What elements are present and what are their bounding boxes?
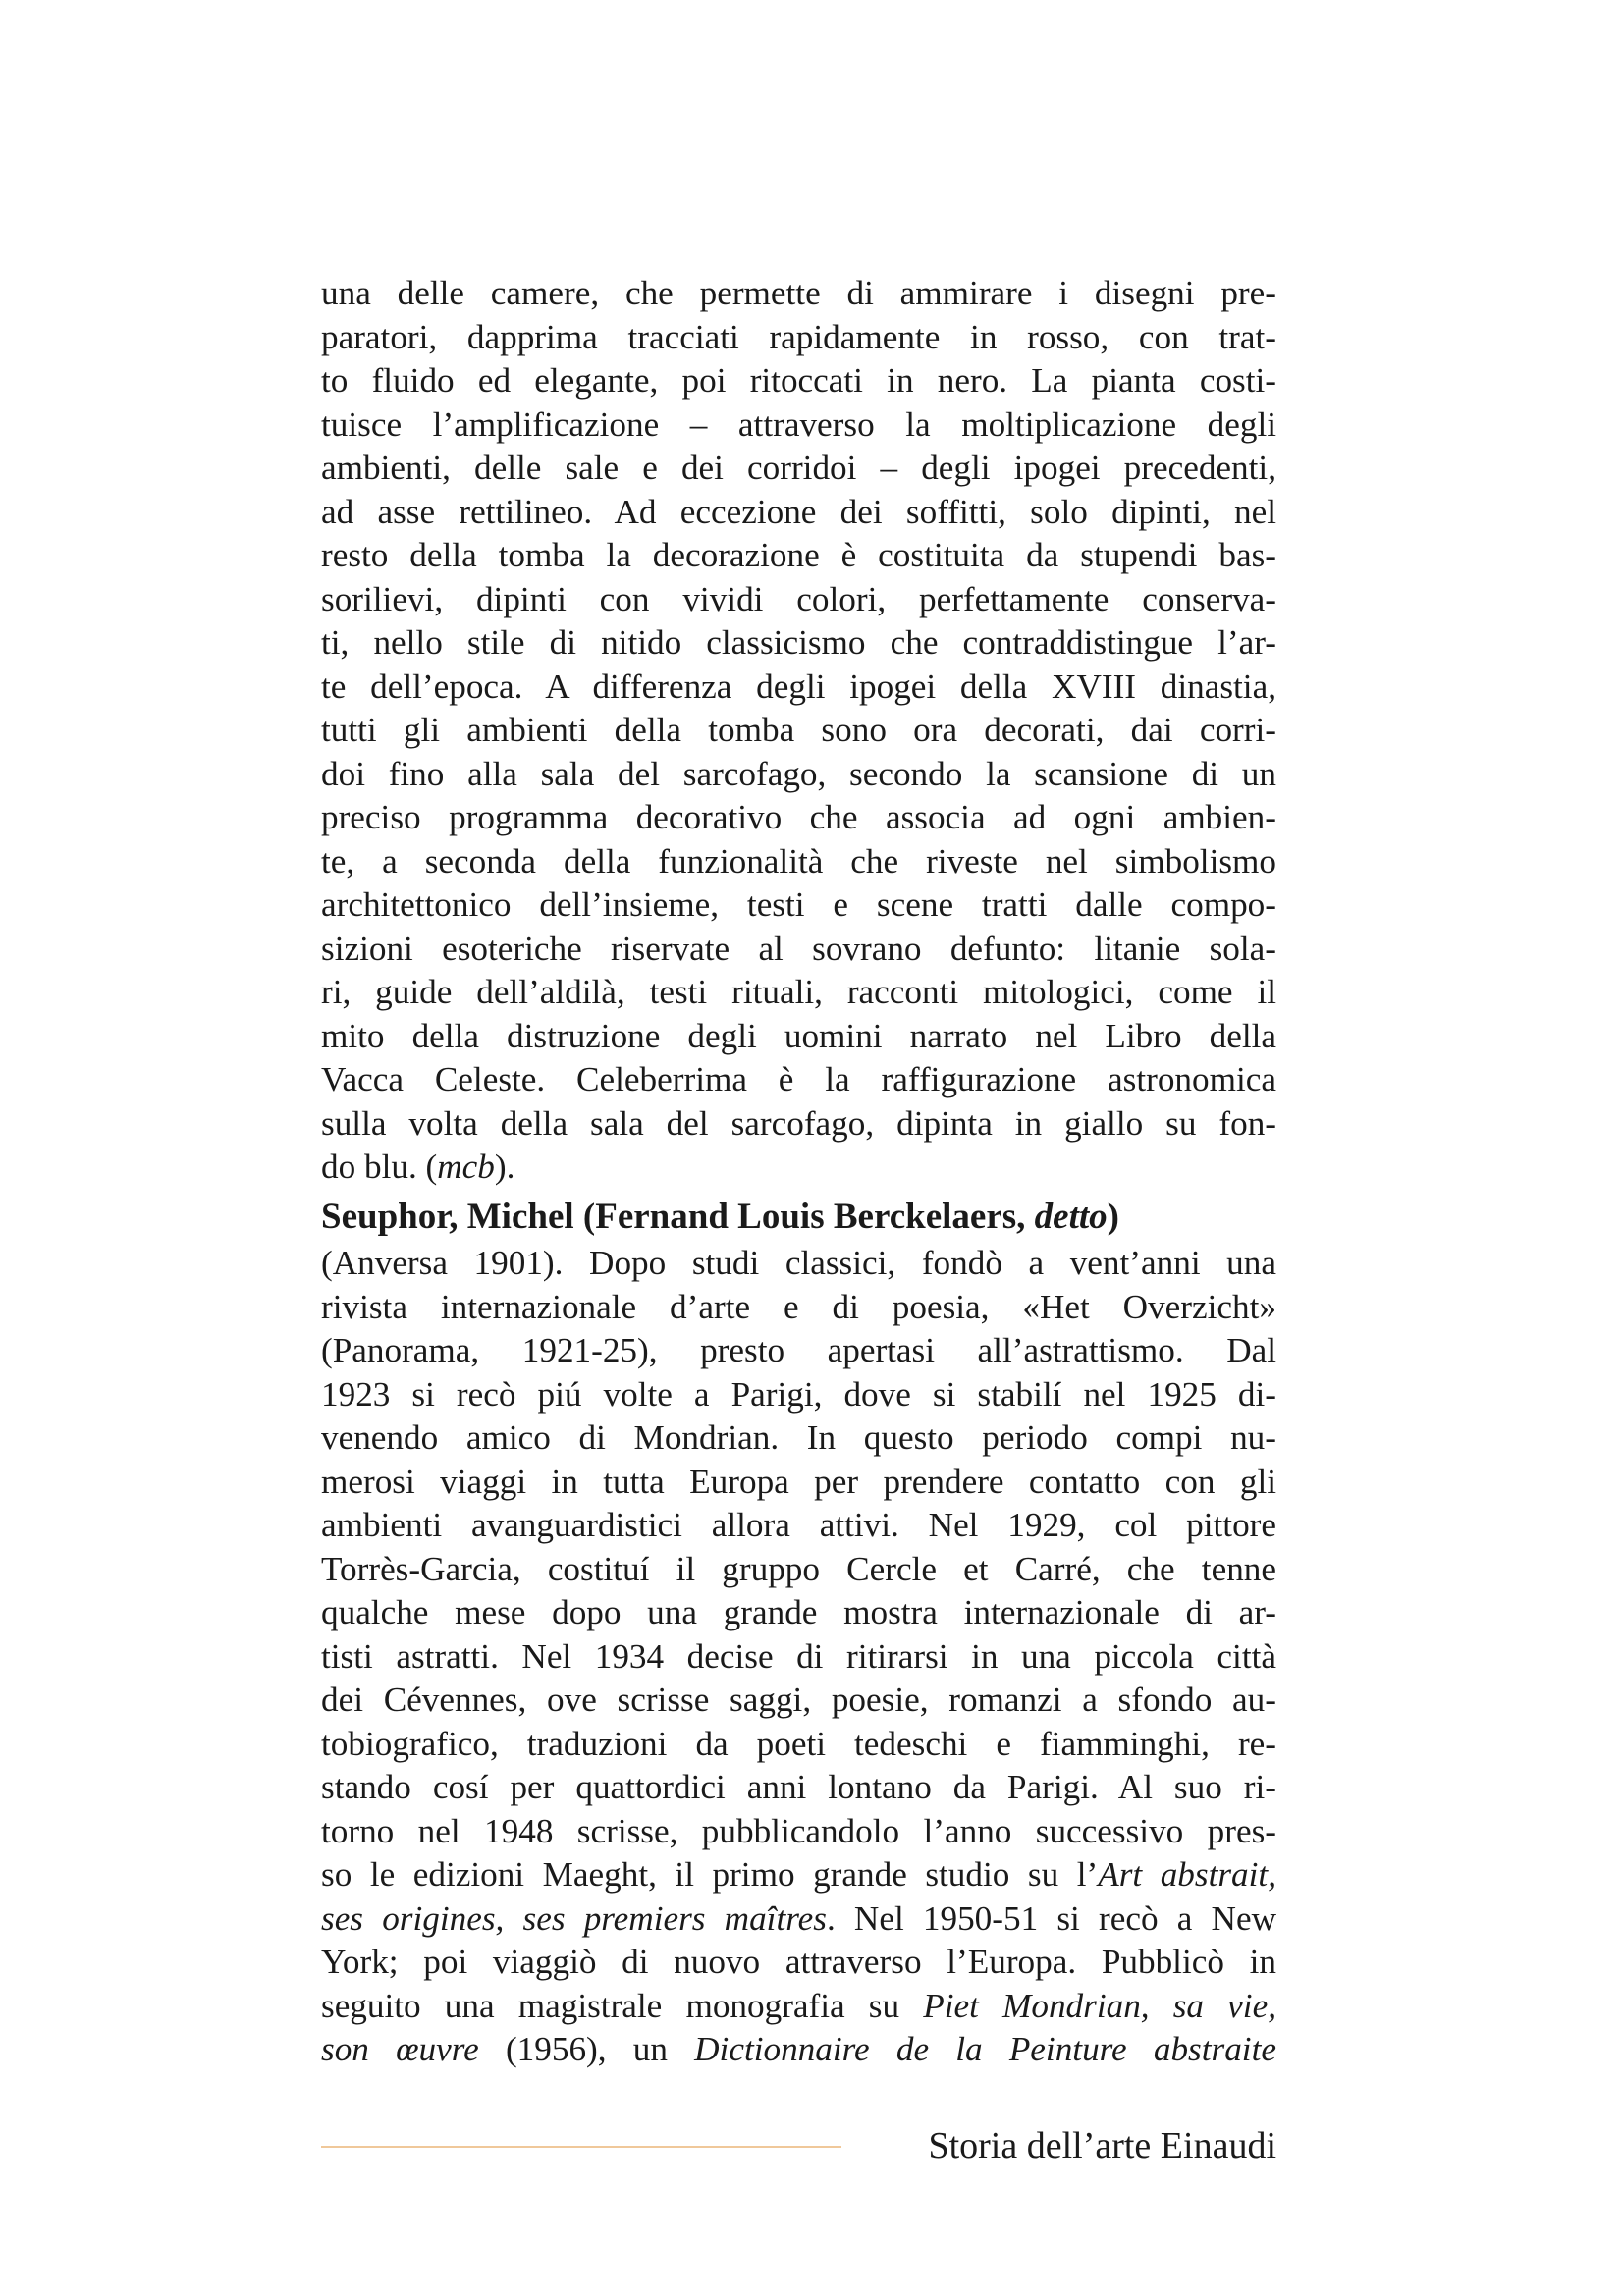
text-line: (Anversa 1901). Dopo studi classici, fondò a vent’anni una [321,1244,1276,1282]
book-title: Piet Mondrian, sa vie, [923,1986,1276,2025]
book-title: ses origines, ses premiers maîtres [321,1898,827,1938]
text-line: ambienti avanguardistici allora attivi. Nel 1929, col pittore [321,1506,1276,1544]
text-line: ri, guide dell’aldilà, testi rituali, racconti mitologici, come il [321,973,1276,1011]
text-line: tutti gli ambienti della tomba sono ora decorati, dai corri- [321,711,1276,749]
text-line: te dell’epoca. A differenza degli ipogei della XVIII dinastia, [321,667,1276,706]
text-line [321,1853,1276,1897]
text-line: ad asse rettilineo. Ad eccezione dei soffitti, solo dipinti, nel [321,492,1276,531]
text-line: torno nel 1948 scrisse, pubblicandolo l’anno successivo pres- [321,1811,1276,1850]
text-line: rivista internazionale d’arte e di poesia, «Het Overzicht» [321,1287,1276,1326]
entry-heading-italic: detto [1034,1197,1108,1237]
author-initials: mcb [437,1148,495,1186]
text-line [321,1985,1276,2029]
text-line: qualche mese dopo una grande mostra internazionale di ar- [321,1593,1276,1631]
text-line: doi fino alla sala del sarcofago, secondo la scansione di un [321,754,1276,793]
text-line-last [321,1146,1276,1190]
continuation-paragraph [321,272,1276,1190]
text-line: dei Cévennes, ove scrisse saggi, poesie, romanzi a sfondo au- [321,1681,1276,1719]
text-fragment: (1956), un [478,2030,695,2068]
text-line: tobiografico, traduzioni da poeti tedeschi e fiamminghi, re- [321,1724,1276,1763]
text-line: York; poi viaggiò di nuovo attraverso l’Europa. Pubblicò in [321,1943,1276,1981]
text-line: sorilievi, dipinti con vividi colori, perfettamente conserva- [321,579,1276,618]
entry-paragraph [321,1242,1276,2072]
text-line: te, a seconda della funzionalità che riveste nel simbolismo [321,841,1276,881]
text-line: ambienti, delle sale e dei corridoi – degli ipogei precedenti, [321,449,1276,487]
text-line: to fluido ed elegante, poi ritoccati in nero. La pianta costi- [321,361,1276,400]
text-line: una delle camere, che permette di ammirare i disegni pre- [321,274,1276,312]
text-fragment: ). [494,1148,515,1186]
text-line: stando cosí per quattordici anni lontano da Parigi. Al suo ri- [321,1768,1276,1806]
text-line: ti, nello stile di nitido classicismo che contraddistingue l’ar- [321,623,1276,662]
text-line: Torrès-Garcia, costituí il gruppo Cercle et Carré, che tenne [321,1549,1276,1588]
text-fragment: seguito una magistrale monografia su [321,1986,924,2025]
entry-heading [321,1193,1276,1242]
text-line: paratori, dapprima tracciati rapidamente in rosso, con trat- [321,317,1276,356]
text-line: mito della distruzione degli uomini narrato nel Libro della [321,1016,1276,1055]
text-line: preciso programma decorativo che associa ad ogni ambien- [321,798,1276,836]
book-title: Art abstrait, [1098,1855,1276,1894]
text-line: 1923 si recò piú volte a Parigi, dove si stabilí nel 1925 di- [321,1374,1276,1414]
text-line: (Panorama, 1921-25), presto apertasi all’astrattismo. Dal [321,1331,1276,1369]
text-fragment: do blu. ( [321,1148,438,1186]
text-fragment: . Nel 1950-51 si recò a New [826,1898,1276,1938]
text-line [321,2028,1276,2072]
text-line: sulla volta della sala del sarcofago, dipinta in giallo su fon- [321,1103,1276,1143]
entry-heading-name: Seuphor, Michel (Fernand Louis Berckelaers, [321,1197,1035,1237]
text-line [321,1897,1276,1942]
text-line: sizioni esoteriche riservate al sovrano defunto: litanie sola- [321,929,1276,968]
text-line: Vacca Celeste. Celeberrima è la raffigurazione astronomica [321,1060,1276,1098]
text-line: venendo amico di Mondrian. In questo periodo compi nu- [321,1418,1276,1457]
text-line: resto della tomba la decorazione è costituita da stupendi bas- [321,536,1276,574]
book-title: son œuvre [321,2030,479,2068]
text-line: architettonico dell’insieme, testi e scene tratti dalle compo- [321,885,1276,924]
text-line: tisti astratti. Nel 1934 decise di ritirarsi in una piccola città [321,1636,1276,1676]
book-title: Dictionnaire de la Peinture abstraite [694,2030,1276,2068]
text-line: tuisce l’amplificazione – attraverso la moltiplicazione degli [321,404,1276,444]
entry-heading-close: ) [1107,1197,1119,1237]
footer-rule [321,2146,841,2148]
footer-title: Storia dell’arte Einaudi [928,2125,1276,2166]
text-line: merosi viaggi in tutta Europa per prendere contatto con gli [321,1462,1276,1501]
text-fragment: so le edizioni Maeght, il primo grande studio su l’ [321,1855,1099,1894]
